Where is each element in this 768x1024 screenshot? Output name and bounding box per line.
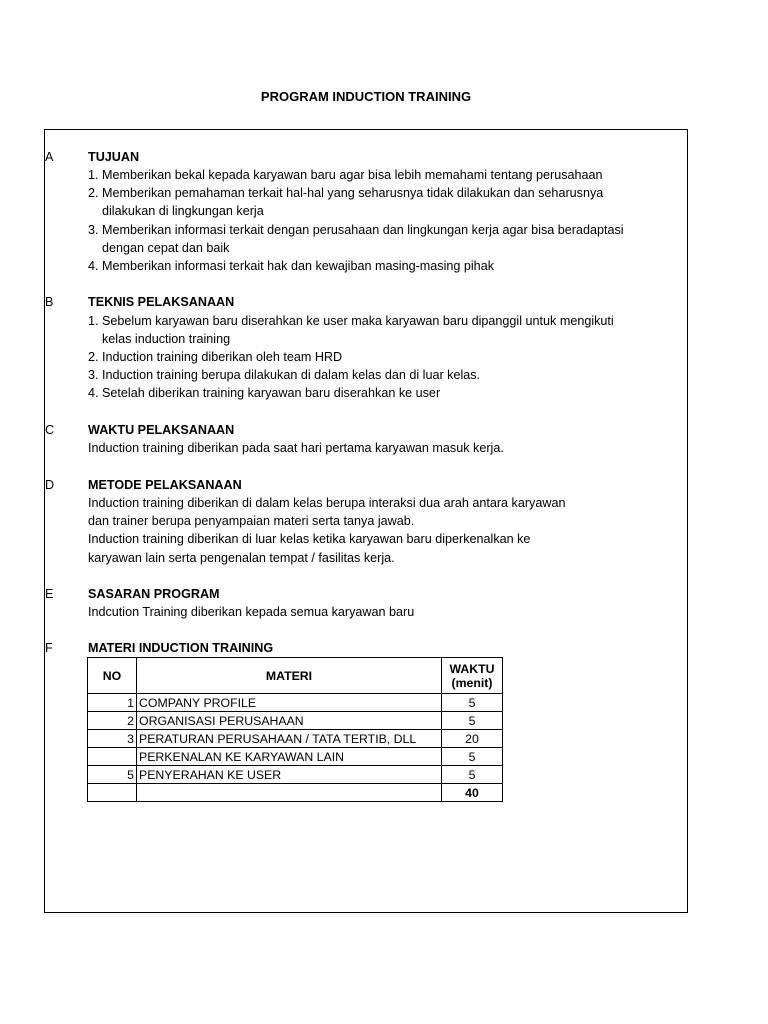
metode-line-4: karyawan lain serta pengenalan tempat / fasilitas kerja. bbox=[88, 551, 395, 565]
section-heading-waktu: WAKTU PELAKSANAAN bbox=[88, 423, 235, 437]
row-materi: ORGANISASI PERUSAHAAN bbox=[137, 712, 442, 730]
row-no: 3 bbox=[88, 730, 137, 748]
section-heading-metode: METODE PELAKSANAAN bbox=[88, 478, 242, 492]
materi-table bbox=[87, 657, 503, 802]
row-waktu: 20 bbox=[442, 730, 503, 748]
section-heading-materi: MATERI INDUCTION TRAINING bbox=[88, 641, 274, 655]
row-no: 5 bbox=[88, 766, 137, 784]
section-letter-b: B bbox=[45, 295, 54, 309]
tujuan-line-2: 2. Memberikan pemahaman terkait hal-hal yang seharusnya tidak dilakukan dan seharusnya bbox=[88, 186, 604, 200]
tujuan-line-3: 3. Memberikan informasi terkait dengan perusahaan dan lingkungan kerja agar bisa beradaptasi bbox=[88, 223, 624, 237]
teknis-line-2: 2. Induction training diberikan oleh team HRD bbox=[88, 350, 343, 364]
header-waktu-line-2: (menit) bbox=[451, 675, 493, 690]
header-materi: MATERI bbox=[137, 658, 442, 694]
total-no-cell bbox=[88, 784, 137, 802]
table-row bbox=[88, 694, 503, 712]
header-no: NO bbox=[88, 658, 137, 694]
row-waktu: 5 bbox=[442, 712, 503, 730]
row-waktu: 5 bbox=[442, 766, 503, 784]
section-heading-teknis: TEKNIS PELAKSANAAN bbox=[88, 295, 235, 309]
header-waktu bbox=[442, 658, 503, 694]
teknis-line-1-cont: kelas induction training bbox=[102, 332, 231, 346]
row-materi: COMPANY PROFILE bbox=[137, 694, 442, 712]
row-materi: PENYERAHAN KE USER bbox=[137, 766, 442, 784]
sasaran-line-1: Indcution Training diberikan kepada semua karyawan baru bbox=[88, 605, 415, 619]
section-letter-f: F bbox=[45, 641, 53, 655]
table-header-row bbox=[88, 658, 503, 694]
row-no bbox=[88, 748, 137, 766]
tujuan-line-1: 1. Memberikan bekal kepada karyawan baru agar bisa lebih memahami tentang perusahaan bbox=[88, 168, 603, 182]
row-no: 1 bbox=[88, 694, 137, 712]
row-no: 2 bbox=[88, 712, 137, 730]
row-waktu: 5 bbox=[442, 748, 503, 766]
metode-line-1: Induction training diberikan di dalam kelas berupa interaksi dua arah antara karyawan bbox=[88, 496, 566, 510]
total-waktu: 40 bbox=[442, 784, 503, 802]
row-materi: PERATURAN PERUSAHAAN / TATA TERTIB, DLL bbox=[137, 730, 442, 748]
teknis-line-1: 1. Sebelum karyawan baru diserahkan ke user maka karyawan baru dipanggil untuk mengikuti bbox=[88, 314, 614, 328]
tujuan-line-3-cont: dengan cepat dan baik bbox=[102, 241, 230, 255]
metode-line-3: Induction training diberikan di luar kelas ketika karyawan baru diperkenalkan ke bbox=[88, 532, 531, 546]
header-waktu-line-1: WAKTU bbox=[449, 661, 495, 676]
teknis-line-3: 3. Induction training berupa dilakukan di dalam kelas dan di luar kelas. bbox=[88, 368, 481, 382]
metode-line-2: dan trainer berupa penyampaian materi serta tanya jawab. bbox=[88, 514, 415, 528]
tujuan-line-2-cont: dilakukan di lingkungan kerja bbox=[102, 204, 264, 218]
table-row bbox=[88, 712, 503, 730]
table-total-row bbox=[88, 784, 503, 802]
table-row bbox=[88, 748, 503, 766]
table-row bbox=[88, 766, 503, 784]
tujuan-line-4: 4. Memberikan informasi terkait hak dan kewajiban masing-masing pihak bbox=[88, 259, 494, 273]
total-materi-cell bbox=[137, 784, 442, 802]
teknis-line-4: 4. Setelah diberikan training karyawan baru diserahkan ke user bbox=[88, 386, 441, 400]
section-letter-e: E bbox=[45, 587, 54, 601]
row-materi: PERKENALAN KE KARYAWAN LAIN bbox=[137, 748, 442, 766]
waktu-line-1: Induction training diberikan pada saat hari pertama karyawan masuk kerja. bbox=[88, 441, 504, 455]
section-letter-a: A bbox=[45, 150, 54, 164]
section-letter-c: C bbox=[45, 423, 55, 437]
section-heading-sasaran: SASARAN PROGRAM bbox=[88, 587, 220, 601]
row-waktu: 5 bbox=[442, 694, 503, 712]
table-row bbox=[88, 730, 503, 748]
section-heading-tujuan: TUJUAN bbox=[88, 150, 140, 164]
page-title: PROGRAM INDUCTION TRAINING bbox=[260, 89, 472, 104]
section-letter-d: D bbox=[45, 478, 55, 492]
